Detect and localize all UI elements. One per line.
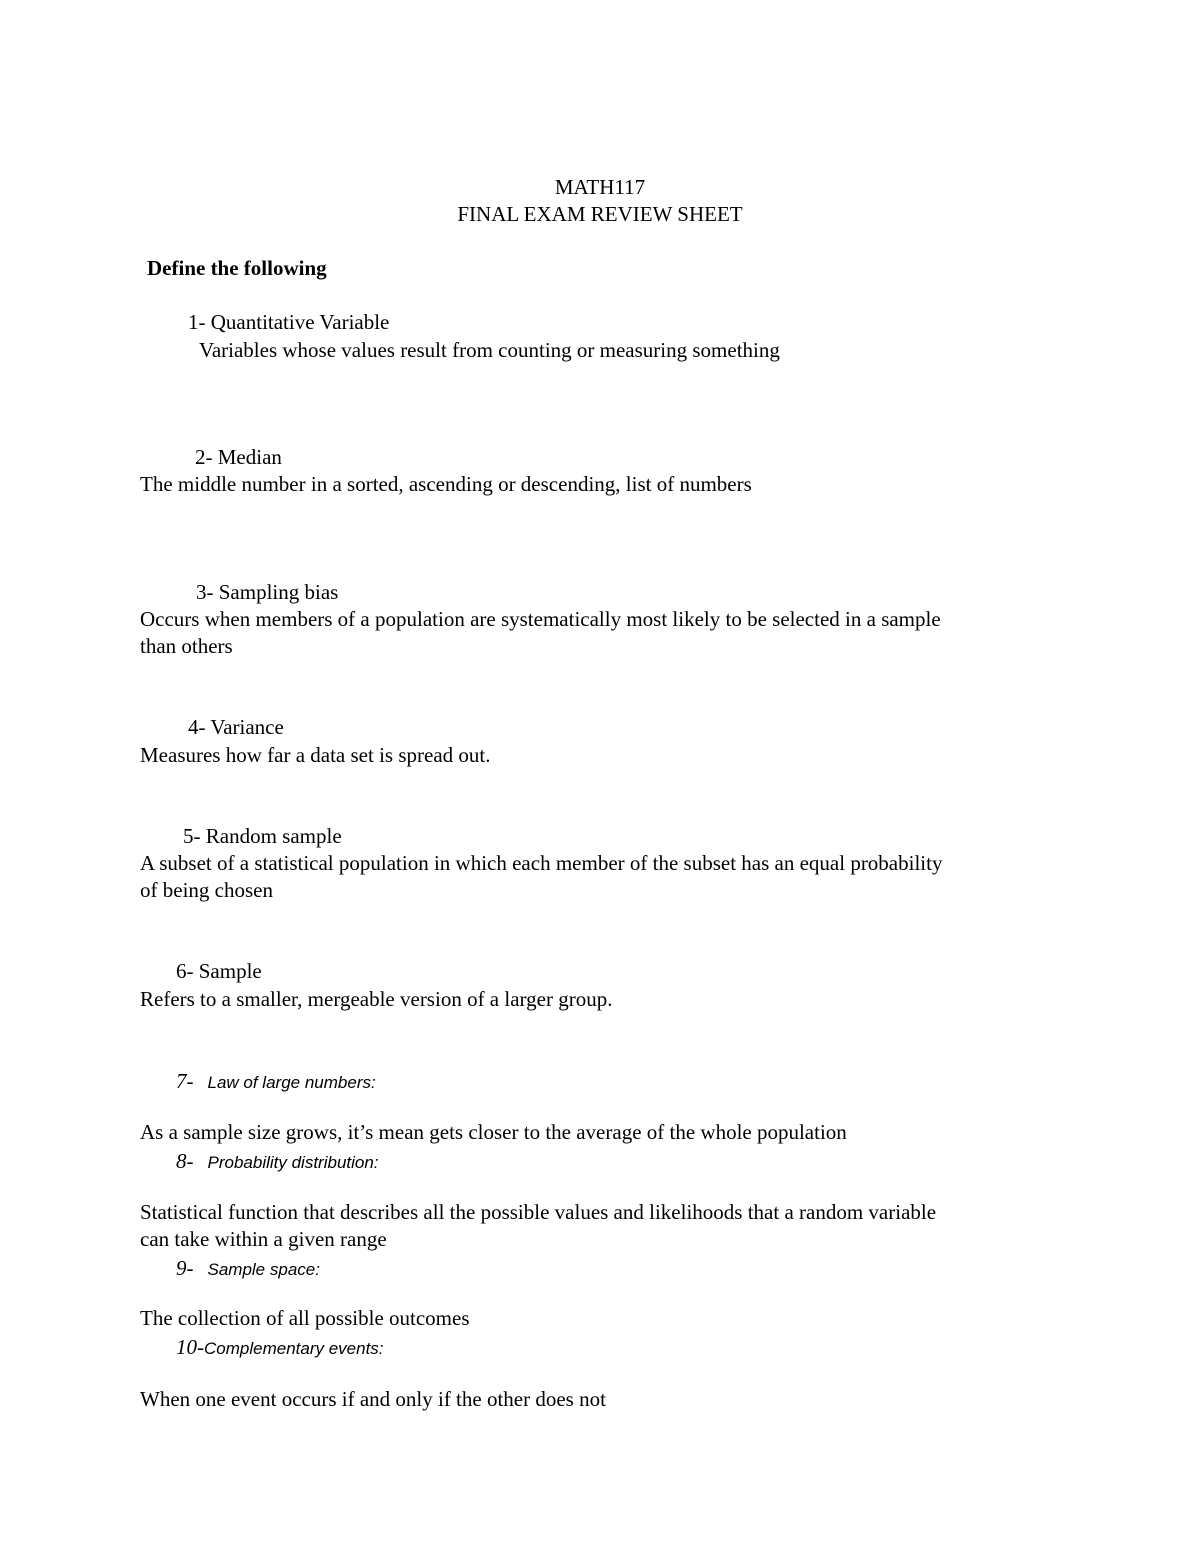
- definition-7-line-1: As a sample size grows, it’s mean gets closer to the average of the whole population: [140, 1120, 847, 1144]
- instruction-heading: Define the following: [147, 256, 327, 280]
- course-code: MATH117: [554, 175, 646, 199]
- term-3: 3- Sampling bias: [196, 580, 339, 604]
- term-1: 1- Quantitative Variable: [188, 310, 390, 334]
- definition-8-line-1: Statistical function that describes all the possible values and likelihoods that a random variable: [140, 1200, 937, 1224]
- term-10-number: 10-: [176, 1335, 204, 1359]
- definition-2-line-1: The middle number in a sorted, ascending or descending, list of numbers: [140, 472, 752, 496]
- term-6: 6- Sample: [176, 959, 262, 983]
- definition-10-line-1: When one event occurs if and only if the other does not: [140, 1387, 606, 1411]
- term-8-number: 8-: [176, 1149, 194, 1173]
- definition-3-line-2: than others: [140, 634, 233, 658]
- definition-8-line-2: can take within a given range: [140, 1227, 387, 1251]
- definition-6-line-1: Refers to a smaller, mergeable version of a larger group.: [140, 987, 613, 1011]
- term-2: 2- Median: [195, 445, 282, 469]
- term-9-label: Sample space:: [207, 1260, 320, 1279]
- definition-5-line-2: of being chosen: [140, 878, 273, 902]
- definition-4-line-1: Measures how far a data set is spread out.: [140, 743, 491, 767]
- term-10-label: Complementary events:: [204, 1339, 384, 1358]
- term-7-number: 7-: [176, 1069, 194, 1093]
- term-10: [176, 1334, 384, 1362]
- definition-5-line-1: A subset of a statistical population in which each member of the subset has an equal probability: [140, 851, 943, 875]
- definition-1-line-1: Variables whose values result from counting or measuring something: [199, 338, 780, 362]
- term-5: 5- Random sample: [183, 824, 342, 848]
- term-4: 4- Variance: [188, 715, 284, 739]
- document-title: FINAL EXAM REVIEW SHEET: [457, 202, 743, 226]
- term-8-label: Probability distribution:: [207, 1153, 379, 1172]
- term-9-number: 9-: [176, 1256, 194, 1280]
- definition-9-line-1: The collection of all possible outcomes: [140, 1306, 470, 1330]
- term-7: [176, 1068, 376, 1096]
- term-9: [176, 1255, 320, 1283]
- term-7-label: Law of large numbers:: [207, 1073, 376, 1092]
- term-8: [176, 1148, 379, 1176]
- definition-3-line-1: Occurs when members of a population are systematically most likely to be selected in a sample: [140, 607, 941, 631]
